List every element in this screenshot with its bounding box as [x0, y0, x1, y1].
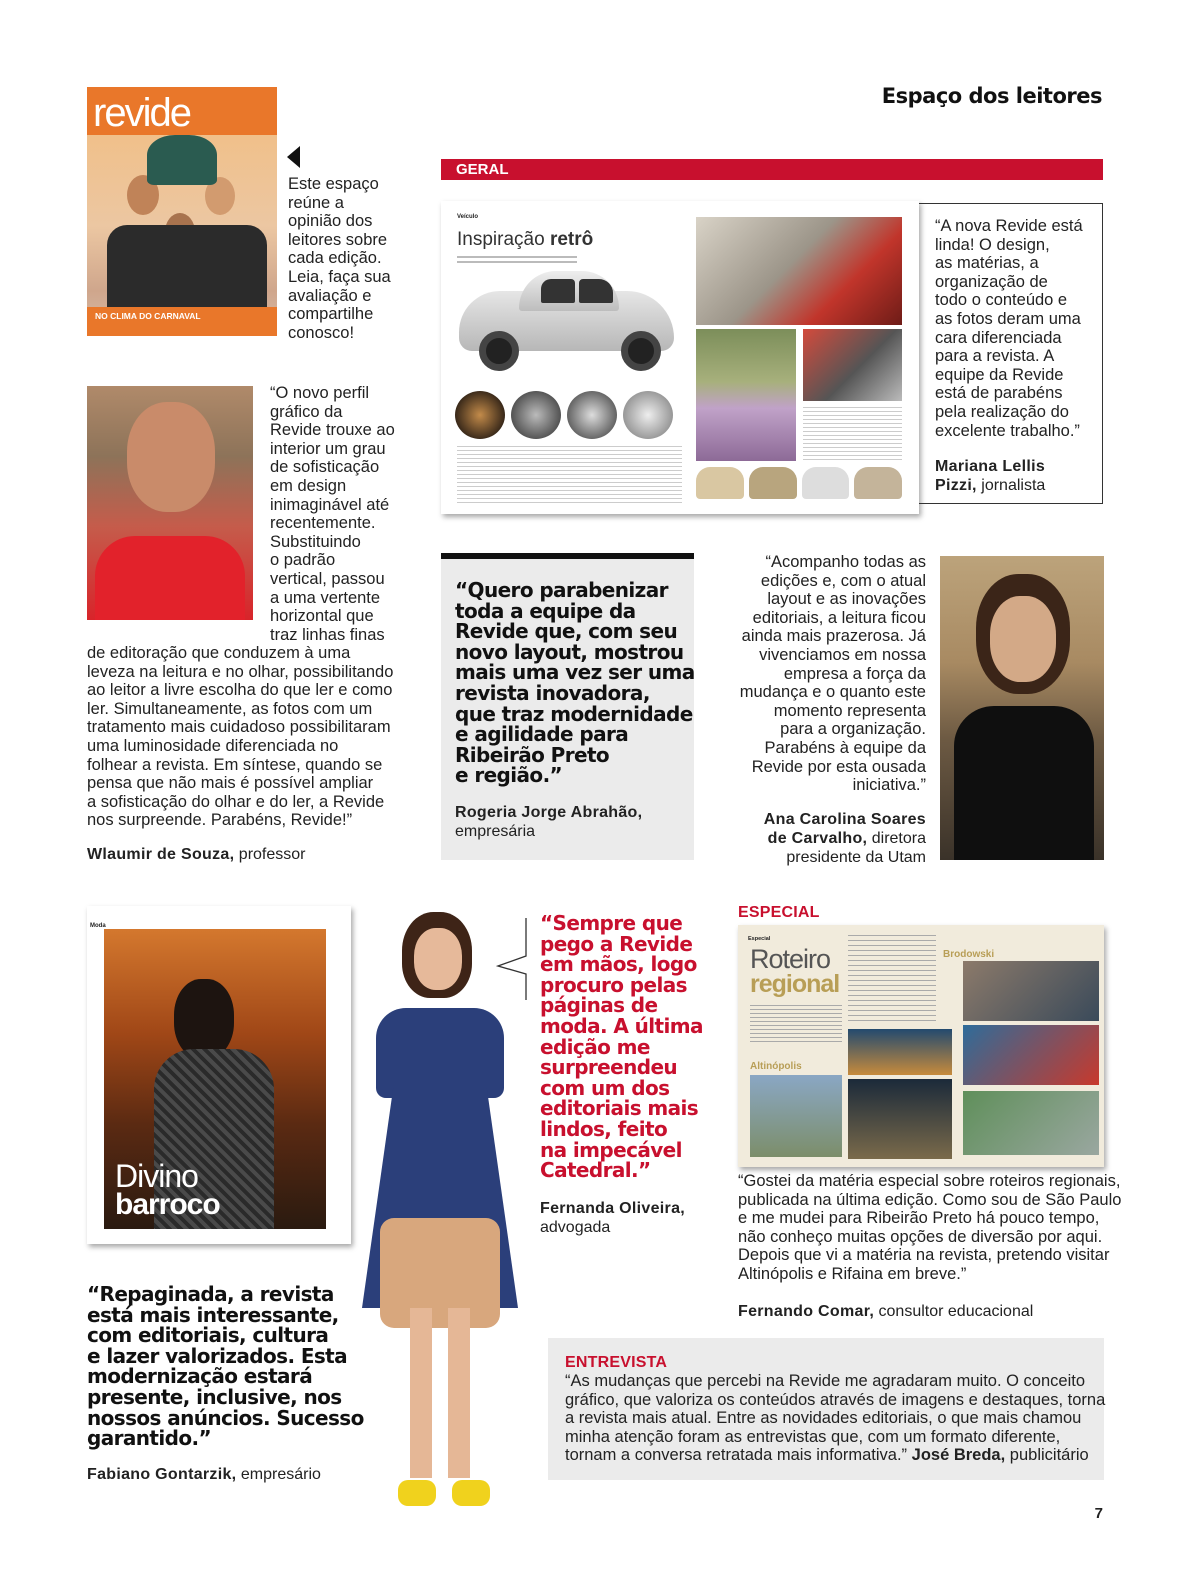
text-line: traz linhas finas — [270, 625, 385, 644]
text-line: a sofisticação do olhar e do ler, a Revide — [87, 792, 385, 811]
spread-subtitle-lines — [457, 256, 577, 263]
text-line: uma luminosidade diferenciada no — [87, 736, 339, 755]
text-line: a revista mais atual. Entre as novidades editoriais, o que mais chamou — [565, 1409, 1082, 1428]
text-line: e agilidade para — [455, 722, 629, 747]
text-line: editoriais, a leitura ficou — [752, 608, 926, 627]
text-line: não conheço muitas opções de diversão por aqui. — [738, 1227, 1103, 1246]
photo-wlaumir — [87, 386, 253, 620]
text-line: ler. Simultaneamente, as fotos com um — [87, 699, 373, 718]
text-line: surpreendeu — [540, 1055, 678, 1080]
text-line: compartilhe — [288, 305, 374, 324]
mini-cars-strip — [696, 467, 902, 499]
text-line: momento representa — [773, 701, 926, 720]
text-line: para a revista. A — [935, 347, 1055, 366]
text-line: páginas de — [540, 993, 658, 1018]
section-label-entrevista: ENTREVISTA — [565, 1354, 668, 1371]
text-line: excelente trabalho.” — [935, 421, 1080, 440]
author-ana: Ana Carolina Soares de Carvalho, diretora presidente da Utam — [763, 811, 926, 866]
spread-body-text-right — [803, 407, 902, 461]
text-line: toda a equipe da — [455, 598, 636, 623]
quote-fernando — [738, 1172, 1121, 1284]
text-line: Depois que vi a matéria na revista, pretendo visitar — [738, 1246, 1110, 1265]
quote-fernanda — [540, 913, 703, 1181]
text-line: vertical, passou — [270, 569, 385, 588]
text-line: inimaginável até — [270, 495, 390, 514]
text-line: todo o conteúdo e — [935, 291, 1068, 310]
text-line: pela realização do — [935, 402, 1069, 421]
text-line: edições e, com o atual — [760, 571, 926, 590]
text-line: com editoriais, cultura — [87, 1323, 329, 1348]
text-line: ao leitor a livre escolha do que ler e como — [87, 681, 393, 700]
text-line: procuro pelas — [540, 972, 687, 997]
section-bar-geral: GERAL — [441, 159, 1103, 180]
text-line: modernização estará — [87, 1364, 313, 1389]
author-fabiano: Fabiano Gontarzik, empresário — [87, 1466, 321, 1483]
text-line: interior um grau — [270, 439, 386, 458]
text-line: e me mudei para Ribeirão Preto há pouco tempo, — [738, 1209, 1100, 1228]
cover-dress — [107, 225, 267, 315]
text-line: com um dos — [540, 1075, 670, 1100]
text-line: cara diferenciada — [935, 328, 1062, 347]
text-line: edição me — [540, 1034, 650, 1059]
text-line: pego a Revide — [540, 931, 693, 956]
photo-fernanda — [340, 908, 540, 1548]
especial-town-brodowski: Brodowski — [943, 949, 995, 960]
cover-logo: revide — [93, 91, 190, 135]
author-fernando: Fernando Comar, consultor educacional — [738, 1303, 1034, 1320]
text-line: folhear a revista. Em síntese, quando se — [87, 755, 383, 774]
spread-divino-barroco — [87, 906, 351, 1244]
text-line: gráfico da — [270, 402, 343, 421]
magazine-cover — [87, 87, 277, 336]
text-line: “Sempre que — [540, 911, 683, 935]
text-line: avaliação e — [288, 286, 372, 305]
text-line: pensa que não mais é possível ampliar — [87, 774, 374, 793]
especial-town-altinopolis: Altinópolis — [750, 1061, 802, 1072]
text-line: de sofisticação — [270, 458, 380, 477]
text-line: “Quero parabenizar — [455, 578, 668, 602]
text-line: “A nova Revide está — [935, 217, 1083, 235]
text-line: Revide por esta ousada — [751, 757, 926, 776]
text-line: Leia, faça sua — [288, 267, 391, 286]
text-line: o padrão — [270, 551, 336, 570]
text-line: mais uma vez ser uma — [455, 660, 695, 685]
text-line: revista inovadora, — [455, 680, 650, 705]
text-line: e lazer valorizados. Esta — [87, 1343, 348, 1368]
text-line: equipe da Revide — [935, 365, 1064, 384]
spread-title: Inspiração retrô — [457, 229, 594, 250]
text-line: “Gostei da matéria especial sobre roteiros regionais, — [738, 1172, 1121, 1190]
car-interior-image — [696, 217, 902, 325]
text-line: nos surpreende. Parabéns, Revide!” — [87, 811, 353, 830]
text-line: tratamento mais cuidadoso possibilitaram — [87, 718, 391, 737]
text-line: cada edição. — [288, 249, 382, 268]
text-line: a uma vertente — [270, 588, 381, 607]
text-line: ainda mais prazerosa. Já — [741, 627, 926, 646]
text-line: linda! O design, — [935, 235, 1050, 254]
detail-thumbnails — [455, 391, 677, 441]
text-line: leveza na leitura e no olhar, possibilitando — [87, 662, 394, 681]
text-line: moda. A última — [540, 1013, 703, 1038]
spread-kicker: Veículo — [457, 214, 479, 220]
quote-mariana — [935, 217, 1083, 440]
spread-roteiro-regional: Especial Roteiro regional Altinópolis Brodowski — [738, 925, 1104, 1167]
text-line: para a organização. — [780, 720, 926, 739]
text-line: de editoração que conduzem à uma — [87, 644, 351, 662]
model-photo — [696, 329, 796, 461]
text-line: vivenciamos em nossa — [759, 645, 926, 664]
intro-text — [288, 175, 391, 342]
text-line: reúne a — [288, 193, 344, 212]
text-line: recentemente. — [270, 514, 376, 533]
text-line: presente, inclusive, nos — [87, 1384, 342, 1409]
quote-wlaumir-wide — [87, 644, 393, 830]
text-line: Substituindo — [270, 532, 361, 551]
text-line: Revide que, com seu — [455, 619, 678, 644]
text-line: as matérias, a — [935, 254, 1039, 273]
text-line: Altinópolis e Rifaina em breve.” — [738, 1264, 967, 1283]
text-line: Este espaço — [288, 175, 379, 193]
text-line: leitores sobre — [288, 230, 388, 249]
text-line: layout e as inovações — [767, 590, 926, 609]
text-line: e região.” — [455, 763, 563, 788]
author-rogeria: Rogeria Jorge Abrahão, empresária — [455, 804, 643, 840]
text-line: horizontal que — [270, 607, 374, 626]
text-line: empresa a força da — [783, 664, 926, 683]
text-line: “O novo perfil — [270, 384, 370, 402]
text-line: Ribeirão Preto — [455, 742, 610, 767]
quote-ana — [740, 553, 926, 795]
text-line: mudança e o quanto este — [739, 683, 926, 702]
pointer-triangle-icon — [287, 146, 300, 168]
spread-body-text-left — [457, 446, 682, 506]
text-line: minha atenção foram as entrevistas que, com um formato diferente, — [565, 1427, 1061, 1446]
text-line: opinião dos — [288, 212, 373, 231]
text-line: em mãos, logo — [540, 952, 697, 977]
text-line: “As mudanças que percebi na Revide me agradaram muito. O conceito — [565, 1372, 1086, 1390]
text-line: editoriais mais — [540, 1096, 699, 1121]
text-line: Parabéns à equipe da — [764, 738, 926, 757]
text-line: conosco! — [288, 323, 355, 342]
page-title: Espaço dos leitores — [881, 84, 1102, 108]
text-line: organização de — [935, 272, 1048, 291]
text-line: lindos, feito — [540, 1116, 668, 1141]
especial-title: Roteiro regional — [750, 944, 840, 998]
cover-feathers — [147, 135, 217, 185]
text-line: está de parabéns — [935, 384, 1063, 403]
text-line: que traz modernidade — [455, 701, 693, 726]
text-line: iniciativa.” — [852, 776, 926, 795]
text-line: publicada na última edição. Como sou de São Paulo — [738, 1190, 1122, 1209]
text-line: Revide trouxe ao — [270, 421, 395, 440]
speech-bracket-icon — [496, 918, 528, 1000]
text-line: garantido.” — [87, 1426, 212, 1451]
text-line: as fotos deram uma — [935, 309, 1081, 328]
car-image — [449, 263, 679, 373]
quote-fabiano — [87, 1284, 364, 1449]
quote-wlaumir-narrow — [270, 384, 395, 644]
author-fernanda: Fernanda Oliveira, advogada — [540, 1200, 686, 1236]
text-line: em design — [270, 476, 347, 495]
text-line: Catedral.” — [540, 1158, 651, 1183]
text-line: na impecável — [540, 1137, 682, 1162]
cover-strip: NO CLIMA DO CARNAVAL — [87, 307, 277, 336]
cover-photo — [87, 135, 277, 336]
spread-inspiracao-retro — [441, 201, 919, 514]
section-label-especial: ESPECIAL — [738, 904, 820, 921]
moda-title: Divino barroco — [115, 1158, 220, 1221]
page-number: 7 — [1094, 1505, 1103, 1522]
author-mariana: Mariana Lellis Pizzi, jornalista — [935, 458, 1046, 494]
quote-rogeria — [455, 580, 695, 786]
quote-breda: “As mudanças que percebi na Revide me agradaram muito. O conceito gráfico, que valoriza os conteúdos através de imagens e destaques, torna a revista mais atual. Entre as novidades editoriais, o que mais chamou minha atenção foram as entrevistas que, com um formato diferente, tornam a conversa retratada mais informativa.” José Breda, publicitário — [565, 1372, 1106, 1465]
text-line: “Acompanho todas as — [765, 553, 926, 571]
text-line: está mais interessante, — [87, 1302, 339, 1327]
photo-ana — [940, 556, 1104, 860]
author-wlaumir: Wlaumir de Souza, professor — [87, 846, 306, 863]
text-line: gráfico, que valoriza os conteúdos através de imagens e destaques, torna — [565, 1390, 1106, 1409]
text-line: novo layout, mostrou — [455, 639, 684, 664]
text-line: nossos anúncios. Sucesso — [87, 1405, 364, 1430]
engine-photo — [803, 329, 902, 401]
moda-kicker: Moda — [90, 923, 106, 929]
text-line: “Repaginada, a revista — [87, 1282, 334, 1306]
